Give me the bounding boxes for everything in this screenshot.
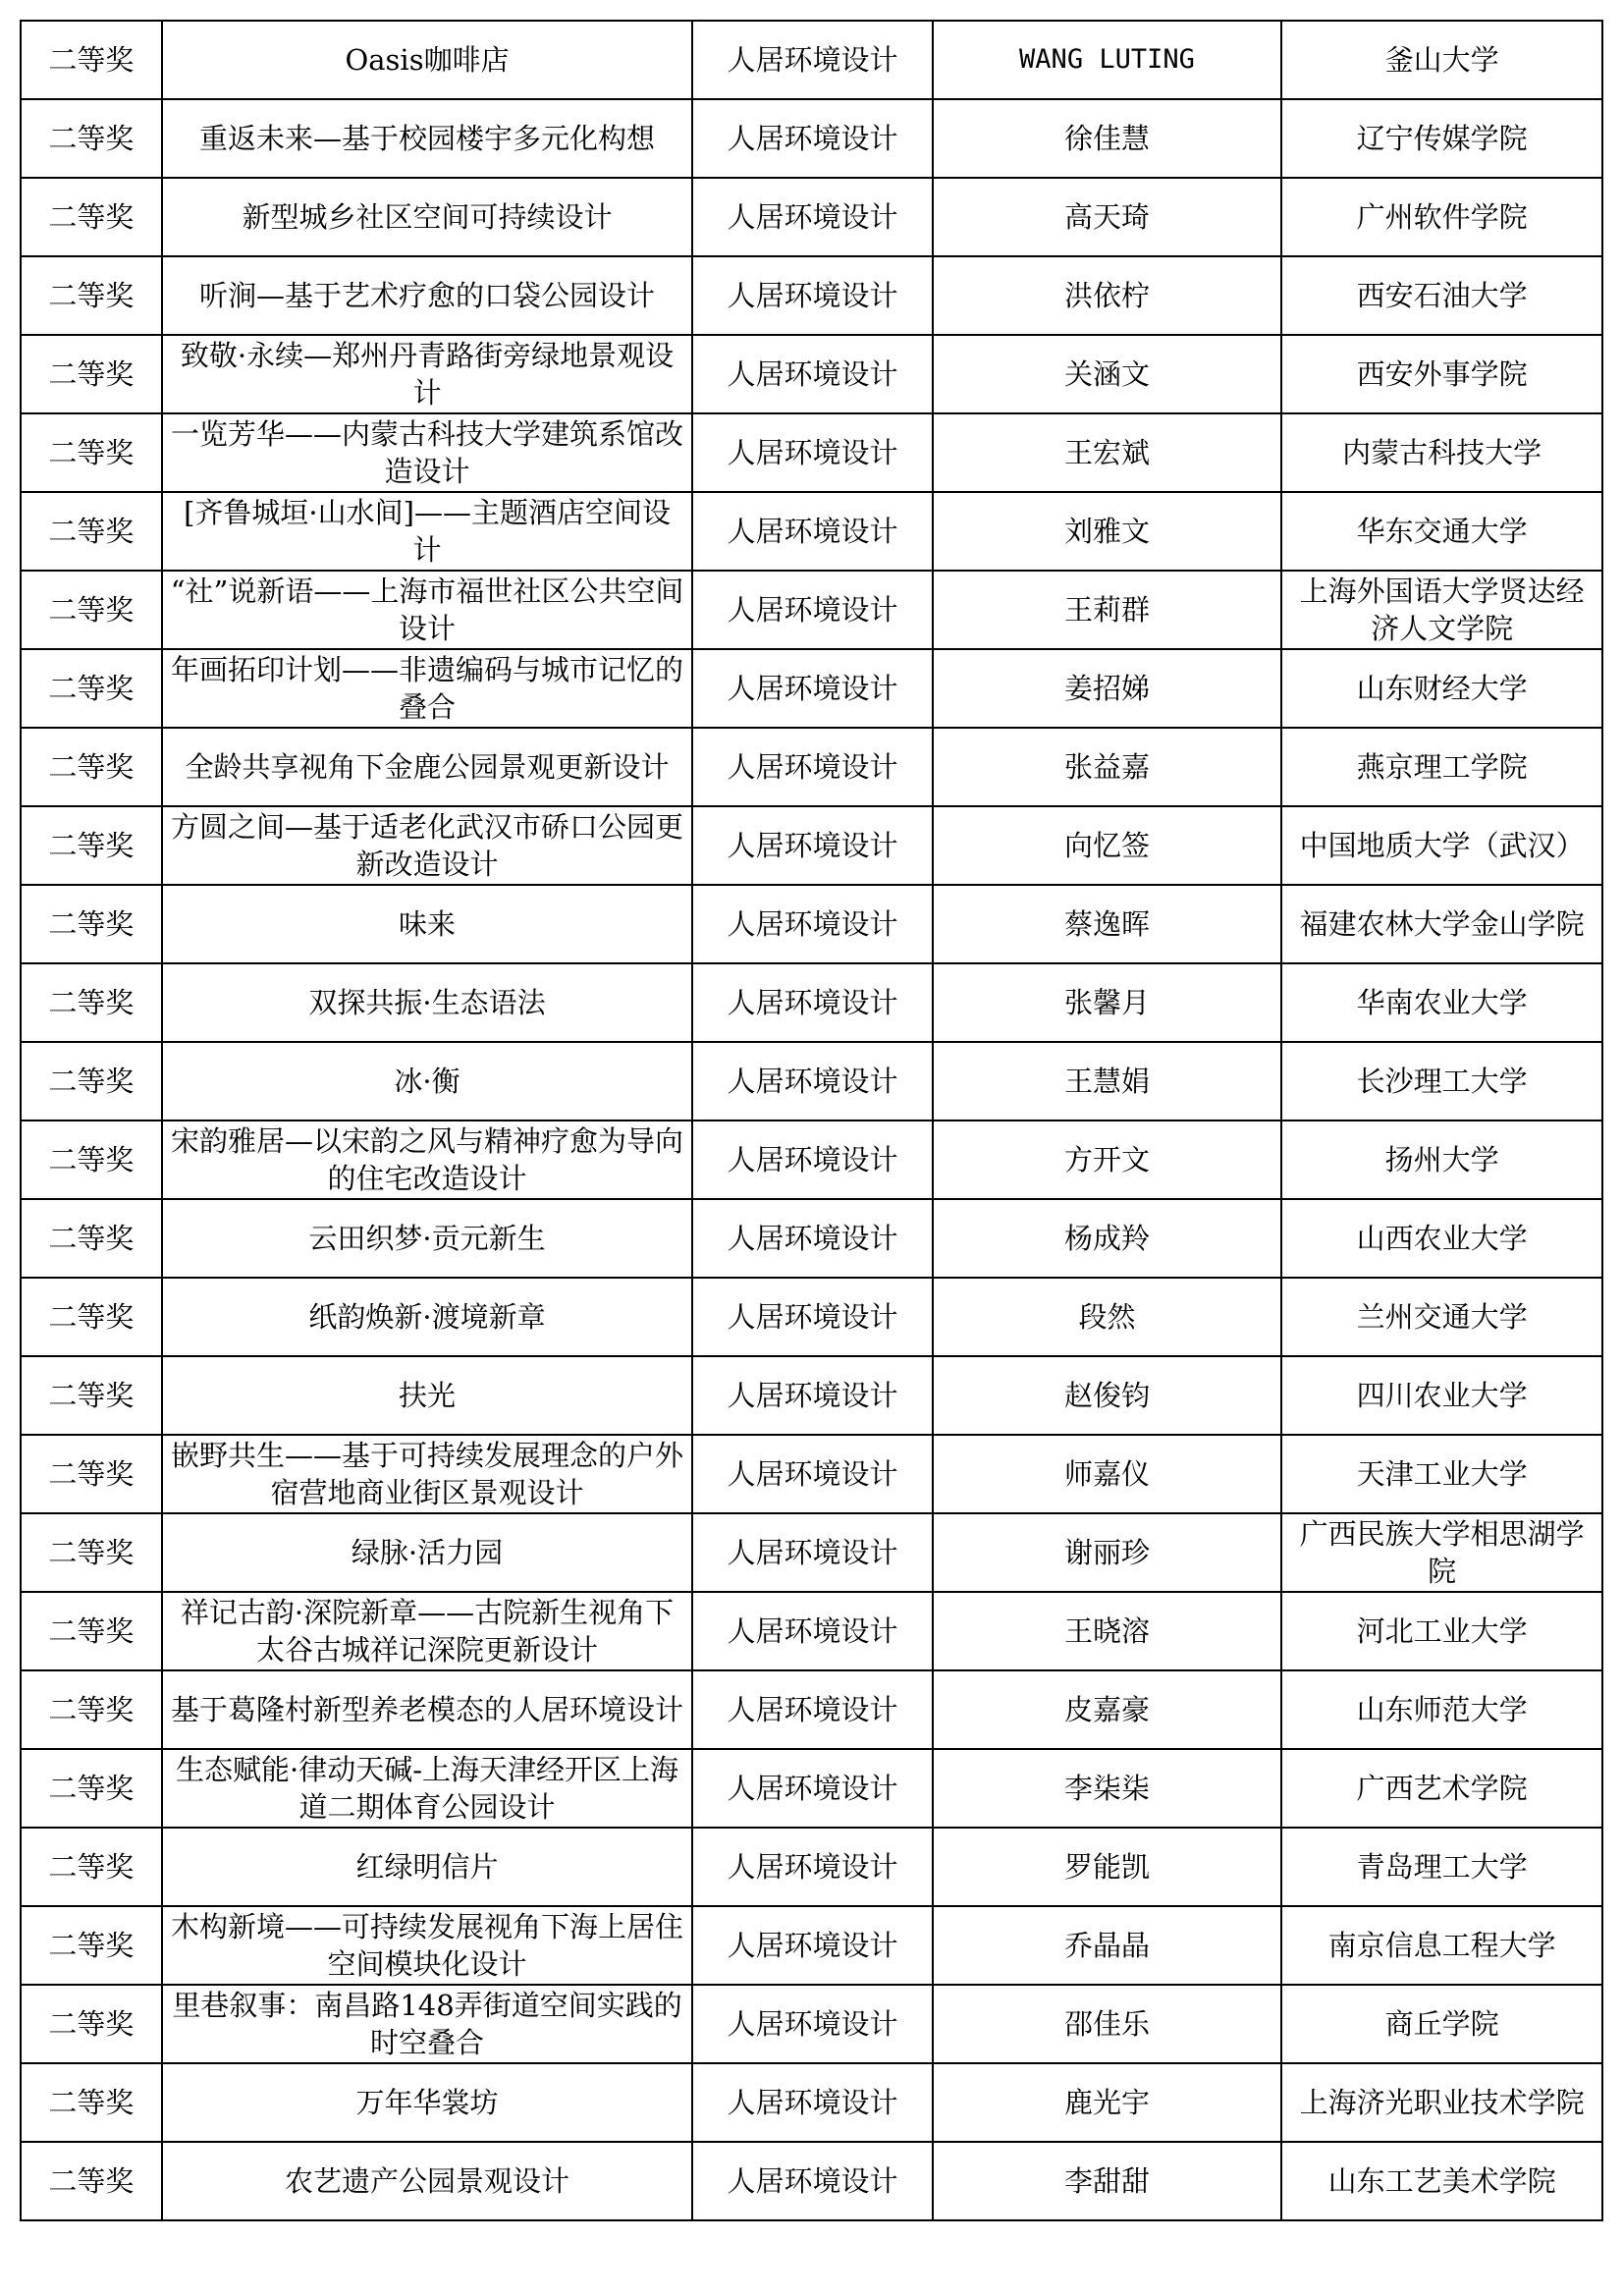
school-cell: 西安石油大学 <box>1281 256 1602 335</box>
school-cell: 广西艺术学院 <box>1281 1749 1602 1828</box>
category-cell: 人居环境设计 <box>692 806 932 885</box>
author-name-cell: 邵佳乐 <box>933 1985 1282 2063</box>
project-title-cell: 云田织梦·贡元新生 <box>162 1199 693 1278</box>
award-level-cell: 二等奖 <box>21 1513 162 1592</box>
award-level-cell: 二等奖 <box>21 1435 162 1513</box>
award-level-cell: 二等奖 <box>21 1906 162 1985</box>
category-cell: 人居环境设计 <box>692 413 932 492</box>
project-title-cell: 基于葛隆村新型养老模态的人居环境设计 <box>162 1670 693 1749</box>
author-name-cell: 李甜甜 <box>933 2142 1282 2220</box>
category-cell: 人居环境设计 <box>692 963 932 1042</box>
award-level-cell: 二等奖 <box>21 1592 162 1670</box>
award-level-cell: 二等奖 <box>21 335 162 413</box>
table-row <box>21 1670 1602 1749</box>
author-name-cell: 段然 <box>933 1278 1282 1356</box>
table-row <box>21 1121 1602 1199</box>
table-row <box>21 1828 1602 1906</box>
table-row <box>21 1435 1602 1513</box>
award-level-cell: 二等奖 <box>21 885 162 963</box>
award-level-cell: 二等奖 <box>21 649 162 728</box>
school-cell: 长沙理工大学 <box>1281 1042 1602 1121</box>
project-title-cell: Oasis咖啡店 <box>162 21 693 99</box>
award-level-cell: 二等奖 <box>21 413 162 492</box>
table-row <box>21 1199 1602 1278</box>
award-level-cell: 二等奖 <box>21 492 162 571</box>
category-cell: 人居环境设计 <box>692 1670 932 1749</box>
category-cell: 人居环境设计 <box>692 1278 932 1356</box>
category-cell: 人居环境设计 <box>692 571 932 649</box>
award-level-cell: 二等奖 <box>21 963 162 1042</box>
award-level-cell: 二等奖 <box>21 1042 162 1121</box>
school-cell: 青岛理工大学 <box>1281 1828 1602 1906</box>
table-row <box>21 571 1602 649</box>
table-row <box>21 413 1602 492</box>
school-cell: 兰州交通大学 <box>1281 1278 1602 1356</box>
author-name-cell: 向忆签 <box>933 806 1282 885</box>
school-cell: 内蒙古科技大学 <box>1281 413 1602 492</box>
award-level-cell: 二等奖 <box>21 1356 162 1435</box>
school-cell: 上海外国语大学贤达经济人文学院 <box>1281 571 1602 649</box>
award-level-cell: 二等奖 <box>21 728 162 806</box>
project-title-cell: 全龄共享视角下金鹿公园景观更新设计 <box>162 728 693 806</box>
school-cell: 商丘学院 <box>1281 1985 1602 2063</box>
school-cell: 辽宁传媒学院 <box>1281 99 1602 178</box>
category-cell: 人居环境设计 <box>692 1121 932 1199</box>
school-cell: 南京信息工程大学 <box>1281 1906 1602 1985</box>
school-cell: 山东工艺美术学院 <box>1281 2142 1602 2220</box>
project-title-cell: 冰·衡 <box>162 1042 693 1121</box>
school-cell: 福建农林大学金山学院 <box>1281 885 1602 963</box>
category-cell: 人居环境设计 <box>692 2142 932 2220</box>
author-name-cell: 姜招娣 <box>933 649 1282 728</box>
award-level-cell: 二等奖 <box>21 1670 162 1749</box>
project-title-cell: 生态赋能·律动天碱-上海天津经开区上海道二期体育公园设计 <box>162 1749 693 1828</box>
project-title-cell: 听涧—基于艺术疗愈的口袋公园设计 <box>162 256 693 335</box>
category-cell: 人居环境设计 <box>692 335 932 413</box>
project-title-cell: 纸韵焕新·渡境新章 <box>162 1278 693 1356</box>
category-cell: 人居环境设计 <box>692 2063 932 2142</box>
table-row <box>21 649 1602 728</box>
table-row <box>21 1513 1602 1592</box>
school-cell: 山西农业大学 <box>1281 1199 1602 1278</box>
project-title-cell: 扶光 <box>162 1356 693 1435</box>
table-row <box>21 2063 1602 2142</box>
project-title-cell: 一览芳华——内蒙古科技大学建筑系馆改造设计 <box>162 413 693 492</box>
table-row <box>21 1042 1602 1121</box>
category-cell: 人居环境设计 <box>692 1985 932 2063</box>
author-name-cell: 鹿光宇 <box>933 2063 1282 2142</box>
school-cell: 扬州大学 <box>1281 1121 1602 1199</box>
author-name-cell: 张馨月 <box>933 963 1282 1042</box>
table-row <box>21 1906 1602 1985</box>
author-name-cell: 王宏斌 <box>933 413 1282 492</box>
project-title-cell: 农艺遗产公园景观设计 <box>162 2142 693 2220</box>
project-title-cell: 重返未来—基于校园楼宇多元化构想 <box>162 99 693 178</box>
category-cell: 人居环境设计 <box>692 1356 932 1435</box>
category-cell: 人居环境设计 <box>692 1042 932 1121</box>
school-cell: 天津工业大学 <box>1281 1435 1602 1513</box>
project-title-cell: 嵌野共生——基于可持续发展理念的户外宿营地商业街区景观设计 <box>162 1435 693 1513</box>
project-title-cell: 年画拓印计划——非遗编码与城市记忆的叠合 <box>162 649 693 728</box>
project-title-cell: 绿脉·活力园 <box>162 1513 693 1592</box>
award-level-cell: 二等奖 <box>21 21 162 99</box>
school-cell: 山东师范大学 <box>1281 1670 1602 1749</box>
author-name-cell: 徐佳慧 <box>933 99 1282 178</box>
school-cell: 四川农业大学 <box>1281 1356 1602 1435</box>
table-row <box>21 1985 1602 2063</box>
school-cell: 釜山大学 <box>1281 21 1602 99</box>
author-name-cell: 方开文 <box>933 1121 1282 1199</box>
school-cell: 山东财经大学 <box>1281 649 1602 728</box>
award-level-cell: 二等奖 <box>21 2063 162 2142</box>
table-row <box>21 21 1602 99</box>
project-title-cell: [齐鲁城垣·山水间]——主题酒店空间设计 <box>162 492 693 571</box>
table-row <box>21 256 1602 335</box>
category-cell: 人居环境设计 <box>692 1435 932 1513</box>
category-cell: 人居环境设计 <box>692 21 932 99</box>
author-name-cell: 师嘉仪 <box>933 1435 1282 1513</box>
table-row <box>21 335 1602 413</box>
author-name-cell: 蔡逸晖 <box>933 885 1282 963</box>
author-name-cell: 刘雅文 <box>933 492 1282 571</box>
category-cell: 人居环境设计 <box>692 492 932 571</box>
award-table <box>20 20 1603 2221</box>
school-cell: 燕京理工学院 <box>1281 728 1602 806</box>
category-cell: 人居环境设计 <box>692 256 932 335</box>
table-row <box>21 2142 1602 2220</box>
school-cell: 广州软件学院 <box>1281 178 1602 256</box>
project-title-cell: 方圆之间—基于适老化武汉市硚口公园更新改造设计 <box>162 806 693 885</box>
award-level-cell: 二等奖 <box>21 571 162 649</box>
author-name-cell: 赵俊钧 <box>933 1356 1282 1435</box>
project-title-cell: 味来 <box>162 885 693 963</box>
category-cell: 人居环境设计 <box>692 728 932 806</box>
project-title-cell: 新型城乡社区空间可持续设计 <box>162 178 693 256</box>
table-row <box>21 178 1602 256</box>
table-row <box>21 885 1602 963</box>
school-cell: 上海济光职业技术学院 <box>1281 2063 1602 2142</box>
project-title-cell: 万年华裳坊 <box>162 2063 693 2142</box>
author-name-cell: 乔晶晶 <box>933 1906 1282 1985</box>
author-name-cell: WANG LUTING <box>933 21 1282 99</box>
table-row <box>21 492 1602 571</box>
category-cell: 人居环境设计 <box>692 1749 932 1828</box>
school-cell: 河北工业大学 <box>1281 1592 1602 1670</box>
award-level-cell: 二等奖 <box>21 178 162 256</box>
author-name-cell: 皮嘉豪 <box>933 1670 1282 1749</box>
school-cell: 中国地质大学（武汉） <box>1281 806 1602 885</box>
author-name-cell: 高天琦 <box>933 178 1282 256</box>
school-cell: 华南农业大学 <box>1281 963 1602 1042</box>
author-name-cell: 关涵文 <box>933 335 1282 413</box>
author-name-cell: 王慧娟 <box>933 1042 1282 1121</box>
author-name-cell: 杨成羚 <box>933 1199 1282 1278</box>
school-cell: 广西民族大学相思湖学院 <box>1281 1513 1602 1592</box>
category-cell: 人居环境设计 <box>692 1828 932 1906</box>
award-level-cell: 二等奖 <box>21 2142 162 2220</box>
category-cell: 人居环境设计 <box>692 1906 932 1985</box>
project-title-cell: 里巷叙事：南昌路148弄街道空间实践的时空叠合 <box>162 1985 693 2063</box>
project-title-cell: 宋韵雅居—以宋韵之风与精神疗愈为导向的住宅改造设计 <box>162 1121 693 1199</box>
school-cell: 西安外事学院 <box>1281 335 1602 413</box>
table-row <box>21 963 1602 1042</box>
table-row <box>21 1749 1602 1828</box>
award-level-cell: 二等奖 <box>21 806 162 885</box>
project-title-cell: 祥记古韵·深院新章——古院新生视角下太谷古城祥记深院更新设计 <box>162 1592 693 1670</box>
author-name-cell: 张益嘉 <box>933 728 1282 806</box>
award-table-body <box>21 21 1602 2220</box>
award-level-cell: 二等奖 <box>21 1199 162 1278</box>
category-cell: 人居环境设计 <box>692 99 932 178</box>
award-level-cell: 二等奖 <box>21 256 162 335</box>
category-cell: 人居环境设计 <box>692 649 932 728</box>
table-row <box>21 1278 1602 1356</box>
project-title-cell: “社”说新语——上海市福世社区公共空间设计 <box>162 571 693 649</box>
table-row <box>21 1356 1602 1435</box>
author-name-cell: 李柒柒 <box>933 1749 1282 1828</box>
project-title-cell: 红绿明信片 <box>162 1828 693 1906</box>
school-cell: 华东交通大学 <box>1281 492 1602 571</box>
project-title-cell: 双探共振·生态语法 <box>162 963 693 1042</box>
award-level-cell: 二等奖 <box>21 1828 162 1906</box>
table-row <box>21 806 1602 885</box>
author-name-cell: 王晓溶 <box>933 1592 1282 1670</box>
author-name-cell: 罗能凯 <box>933 1828 1282 1906</box>
author-name-cell: 谢丽珍 <box>933 1513 1282 1592</box>
project-title-cell: 致敬·永续—郑州丹青路街旁绿地景观设计 <box>162 335 693 413</box>
table-row <box>21 1592 1602 1670</box>
award-level-cell: 二等奖 <box>21 1985 162 2063</box>
table-row <box>21 99 1602 178</box>
author-name-cell: 洪依柠 <box>933 256 1282 335</box>
author-name-cell: 王莉群 <box>933 571 1282 649</box>
table-row <box>21 728 1602 806</box>
award-level-cell: 二等奖 <box>21 1278 162 1356</box>
category-cell: 人居环境设计 <box>692 178 932 256</box>
project-title-cell: 木构新境——可持续发展视角下海上居住空间模块化设计 <box>162 1906 693 1985</box>
award-level-cell: 二等奖 <box>21 99 162 178</box>
award-level-cell: 二等奖 <box>21 1749 162 1828</box>
award-level-cell: 二等奖 <box>21 1121 162 1199</box>
category-cell: 人居环境设计 <box>692 1592 932 1670</box>
category-cell: 人居环境设计 <box>692 885 932 963</box>
category-cell: 人居环境设计 <box>692 1513 932 1592</box>
category-cell: 人居环境设计 <box>692 1199 932 1278</box>
